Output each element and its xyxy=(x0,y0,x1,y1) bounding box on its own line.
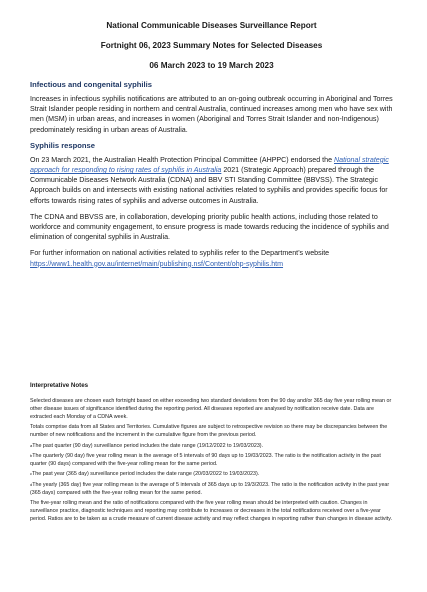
note-quarterly-mean xyxy=(30,453,395,469)
report-title: National Communicable Diseases Surveillance Report xyxy=(106,21,317,30)
footnote-marker-c: c xyxy=(30,471,32,477)
footnote-marker-d: d xyxy=(30,481,33,487)
interpretative-notes xyxy=(30,381,395,526)
note-totals: Totals comprise data from all States and Territories. Cumulative figures are subject to retrospective revision so there may be discrepancies between the number of new notifications and the increment in the cumulative figure from the previous period. xyxy=(30,424,388,439)
footnote-marker-b: b xyxy=(30,452,33,458)
note-past-year xyxy=(30,471,395,479)
note-quarterly-mean-text: The quarterly (90 day) five year rolling mean is the average of 5 intervals of 90 days up to 19/03/2023. The ratio is the notification activity in the past quarter (90 days) compared with the five-year rolling mean for the same period. xyxy=(30,452,381,467)
congenital-syphilis-paragraph: Increases in infectious syphilis notifications are attributed to an on-going outbreak occurring in Aboriginal and Torres Strait Islander people residing in northern and central Australia, continued increases among men who have sex with men (MSM) in urban areas, and increases in women (Aboriginal and Torres Strait Islander and non-Indigenous) predominately residing in urban areas of Australia. xyxy=(30,95,393,134)
department-website-link[interactable]: https://www1.health.gov.au/internet/main/publishing.nsf/Content/ohp-syphilis.htm xyxy=(30,259,284,268)
section-heading-congenital-syphilis: Infectious and congenital syphilis xyxy=(30,80,152,89)
footnote-marker-a: a xyxy=(30,442,33,448)
report-date-range: 06 March 2023 to 19 March 2023 xyxy=(149,61,274,70)
report-subtitle: Fortnight 06, 2023 Summary Notes for Selected Diseases xyxy=(100,41,323,50)
p1-text-after: 2021 (Strategic Approach) prepared through the Communicable Diseases Network Australia (CDNA) and BBV STI Standing Committee (BBVSS). The Strategic Approach builds on and intersects with existing national activities related to syphilis and provides specific focus for efforts towards rising rates of syphilis and adverse outcomes in Australia. xyxy=(30,166,388,205)
note-selection: Selected diseases are chosen each fortnight based on either exceeding two standard deviations from the 90 day and/or 365 day five year rolling mean or other disease issues of significance identified during the reporting period. All diseases reported are analysed by notification receive date. Data are extracted each Monday of a CDNA week. xyxy=(30,398,392,420)
note-past-quarter xyxy=(30,443,395,451)
syphilis-response-paragraph-3 xyxy=(30,248,393,268)
notes-heading: Interpretative Notes xyxy=(30,382,89,389)
note-past-quarter-text: The past quarter (90 day) surveillance period includes the date range (19/12/2022 to 19/03/2023). xyxy=(32,442,264,449)
section-heading-syphilis-response: Syphilis response xyxy=(30,140,95,150)
p1-text-before: On 23 March 2021, the Australian Health Protection Principal Committee (AHPPC) endorsed the xyxy=(30,155,334,164)
note-yearly-mean-text: The yearly (365 day) five year rolling mean is the average of 5 intervals of 365 days up to 19/3/2023. The ratio is the notification activity in the past year (365 days) compared with the five-year rolling mean for the same period. xyxy=(30,481,390,496)
note-caution: The five-year rolling mean and the ratio of notifications compared with the five year rolling mean should be interpreted with caution. Changes in surveillance practice, diagnostic techniques and reporting may contribute to increases or decreases in the total notifications received over a five-year period. Ratios are to be taken as a crude measure of current disease activity and may reflect changes in reporting rather than changes in disease activity. xyxy=(30,499,392,522)
p3-text: For further information on national activities related to syphilis refer to the Department’s website xyxy=(30,249,330,258)
section-syphilis-response xyxy=(30,141,393,269)
strategic-approach-link[interactable]: National strategic approach for responding to rising rates of syphilis in Australia xyxy=(30,155,389,175)
note-yearly-mean xyxy=(30,482,395,498)
note-past-year-text: The past year (365 day) surveillance period includes the date range (20/03/2022 to 19/03/2023). xyxy=(32,471,260,478)
syphilis-response-paragraph-1 xyxy=(30,155,393,206)
syphilis-response-paragraph-2: The CDNA and BBVSS are, in collaboration, developing priority public health actions, including those related to workforce and community engagement, to ensure progress is made towards reducing the incidence of syphilis and elimination of congenital syphilis in Australia. xyxy=(30,212,389,242)
section-congenital-syphilis xyxy=(30,80,393,135)
